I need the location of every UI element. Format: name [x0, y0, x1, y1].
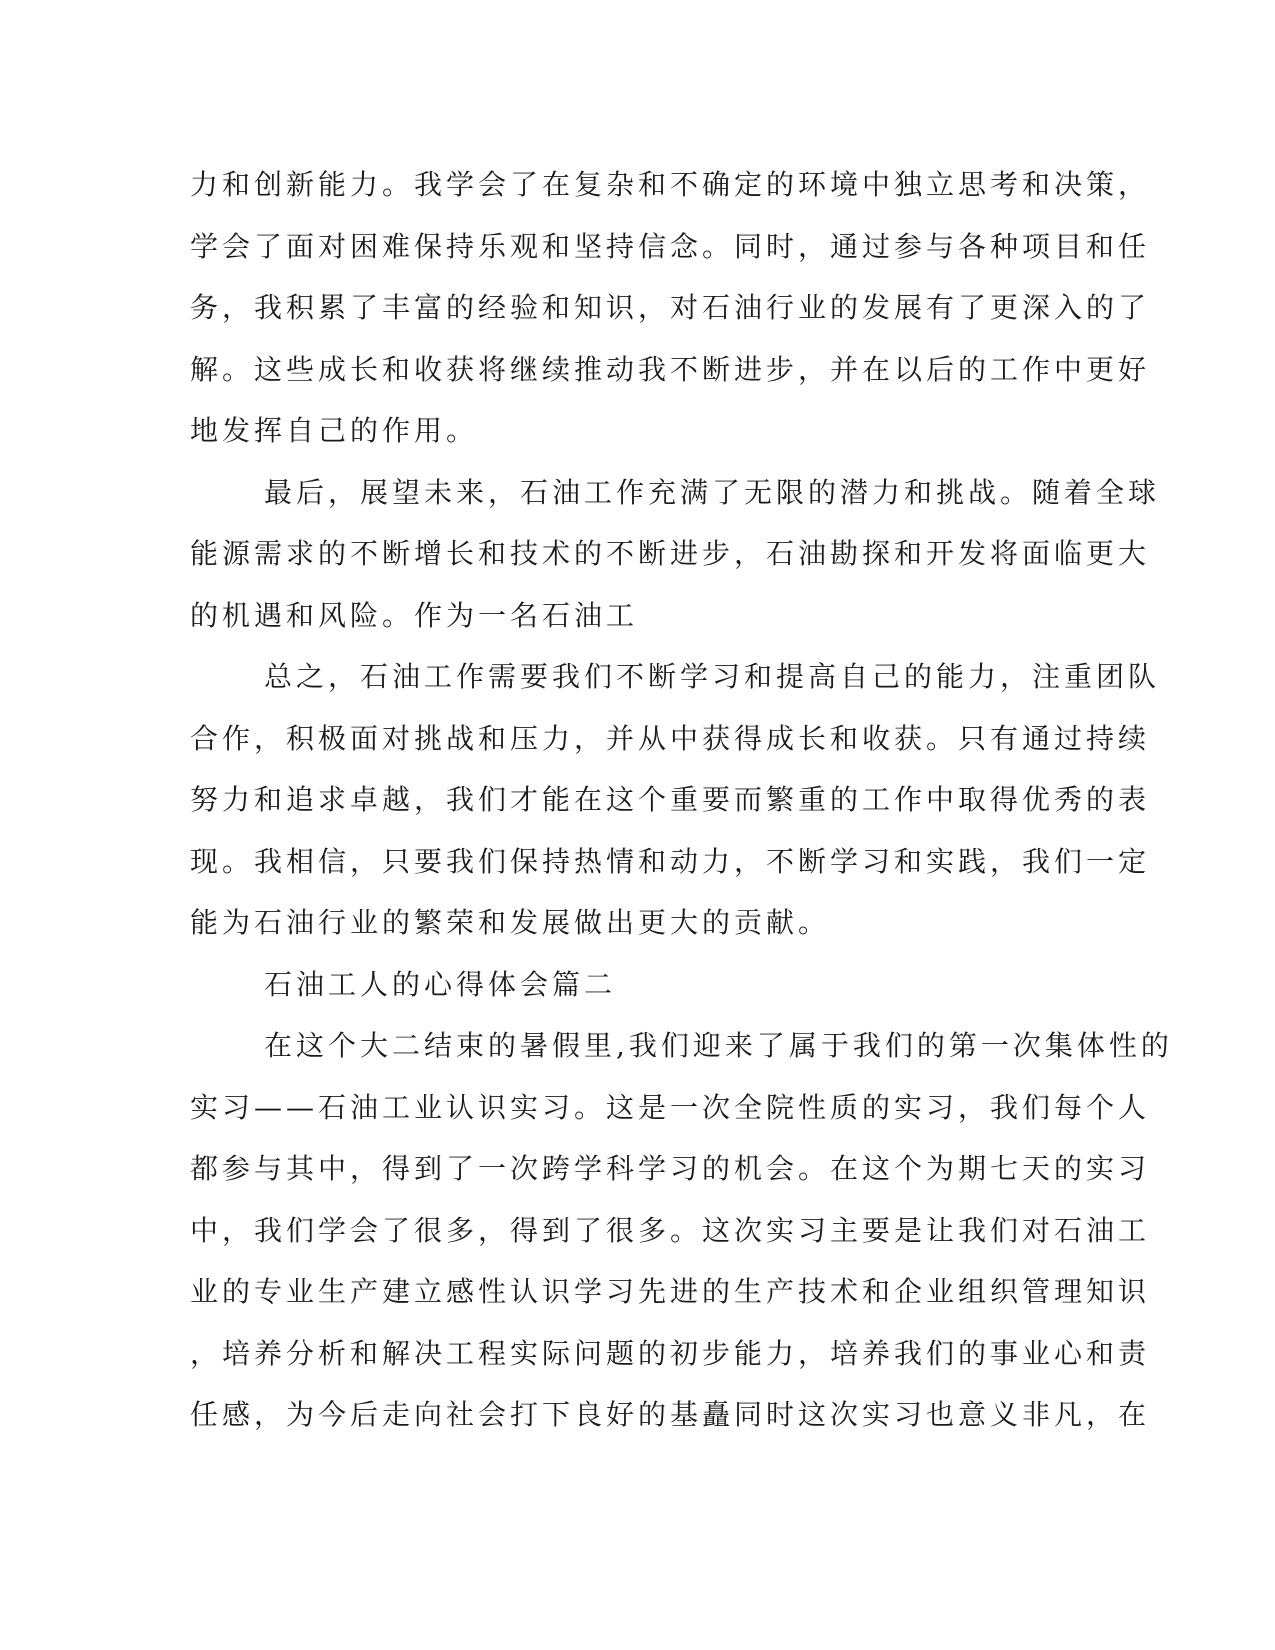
text-line: 业的专业生产建立感性认识学习先进的生产技术和企业组织管理知识	[190, 1275, 1151, 1308]
text-line: 合作，积极面对挑战和压力，并从中获得成长和收获。只有通过持续	[190, 721, 1151, 755]
text-line: 务，我积累了丰富的经验和知识，对石油行业的发展有了更深入的了	[190, 291, 1151, 324]
text-line: 学会了面对困难保持乐观和坚持信念。同时，通过参与各种项目和任	[190, 229, 1151, 263]
text-line: 能为石油行业的繁荣和发展做出更大的贡献。	[190, 906, 831, 939]
text-line: 力和创新能力。我学会了在复杂和不确定的环境中独立思考和决策，	[190, 168, 1151, 201]
text-line: 解。这些成长和收获将继续推动我不断进步，并在以后的工作中更好	[190, 352, 1151, 386]
text-line: 地发挥自己的作用。	[190, 414, 479, 447]
paragraph-start-line: 在这个大二结束的暑假里,我们迎来了属于我们的第一次集体性的	[264, 1029, 1173, 1062]
text-line: 实习——石油工业认识实习。这是一次全院性质的实习，我们每个人	[190, 1090, 1151, 1124]
document-body	[190, 168, 1173, 1460]
text-line: 都参与其中，得到了一次跨学科学习的机会。在这个为期七天的实习	[190, 1152, 1151, 1185]
text-line: 现。我相信，只要我们保持热情和动力，不断学习和实践，我们一定	[190, 844, 1151, 878]
text-line: 任感，为今后走向社会打下良好的基矗同时这次实习也意义非凡，在	[190, 1398, 1151, 1431]
text-line: 能源需求的不断增长和技术的不断进步，石油勘探和开发将面临更大	[190, 537, 1151, 570]
paragraph-start-line: 最后，展望未来，石油工作充满了无限的潜力和挑战。随着全球	[264, 475, 1161, 509]
text-line: 的机遇和风险。作为一名石油工	[190, 598, 639, 632]
text-line: 中，我们学会了很多，得到了很多。这次实习主要是让我们对石油工	[190, 1213, 1151, 1247]
paragraph-start-line: 总之，石油工作需要我们不断学习和提高自己的能力，注重团队	[264, 660, 1161, 693]
text-line: ，培养分析和解决工程实际问题的初步能力，培养我们的事业心和责	[190, 1336, 1151, 1370]
text-line: 努力和追求卓越，我们才能在这个重要而繁重的工作中取得优秀的表	[190, 783, 1151, 816]
section-heading: 石油工人的心得体会篇二	[264, 967, 617, 1001]
